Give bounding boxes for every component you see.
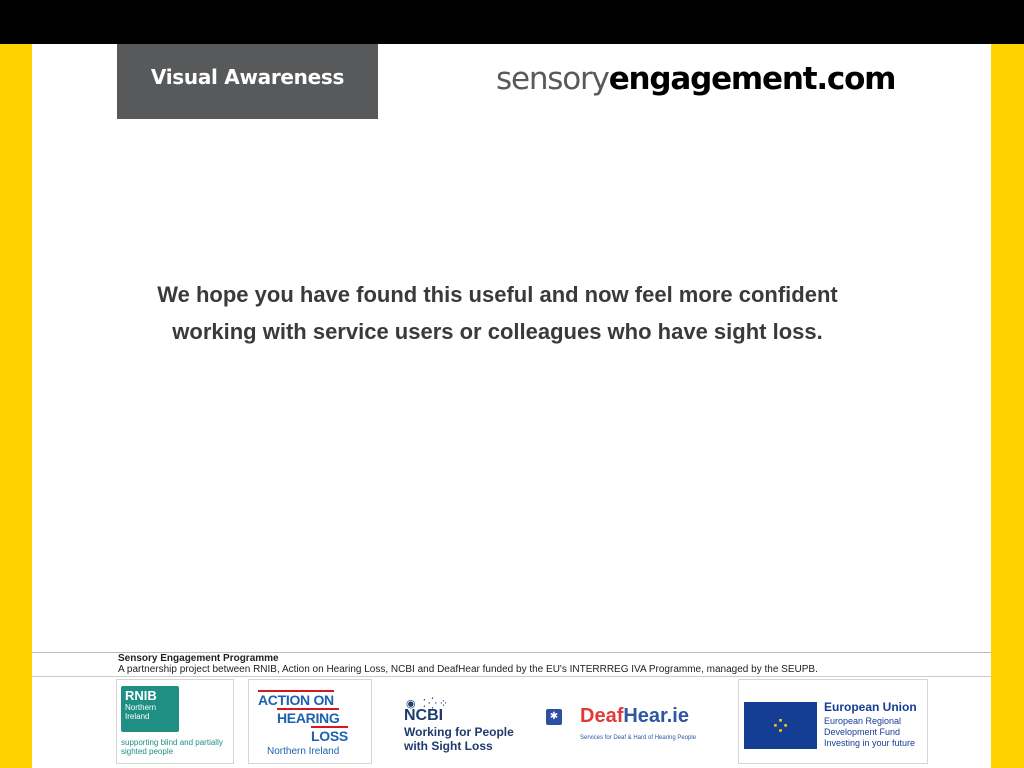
- rnib-badge: [121, 686, 179, 732]
- brand-logo-part2: engagement.com: [608, 61, 896, 97]
- ahl-region: Northern Ireland: [267, 746, 340, 757]
- ncbi-logo: [386, 679, 530, 764]
- ncbi-name: NCBI: [404, 707, 444, 724]
- closing-message: We hope you have found this useful and now feel more confident working with service users or colleagues who have sight loss.: [157, 282, 838, 344]
- deafhear-name: [580, 705, 689, 728]
- rnib-tagline: supporting blind and partially sighted people: [121, 738, 223, 756]
- footer-divider-lower: [32, 676, 991, 677]
- rnib-logo: [116, 679, 234, 764]
- brand-logo: [496, 56, 895, 102]
- ahl-line1: ACTION ON: [258, 692, 334, 708]
- rnib-region-line2: Ireland: [125, 712, 150, 721]
- eu-line1: European Regional: [824, 716, 902, 726]
- eu-line3: Investing in your future: [824, 738, 916, 748]
- programme-title: Sensory Engagement Programme: [118, 653, 279, 664]
- deafhear-name-part1: Deaf: [580, 705, 624, 727]
- ahl-line3: LOSS: [311, 728, 348, 744]
- eu-name: European Union: [824, 700, 917, 714]
- deafhear-logo: [540, 679, 730, 764]
- european-union-logo: [738, 679, 928, 764]
- deafhear-name-part2: Hear.ie: [623, 705, 689, 727]
- eu-flag-icon: ⁘: [744, 702, 817, 749]
- action-on-hearing-loss-logo: [248, 679, 372, 764]
- deafhear-icon: ✱: [546, 709, 562, 725]
- right-yellow-bar: [991, 44, 1024, 768]
- brand-logo-part1: sensory: [496, 61, 609, 97]
- ncbi-tagline-line1: Working for People: [404, 725, 514, 739]
- eye-icon: ◉ ⁚⁛⁘: [406, 698, 451, 710]
- slide-title-box: Visual Awareness: [117, 44, 378, 119]
- rnib-region-line1: Northern: [125, 703, 157, 712]
- ncbi-tagline-line2: with Sight Loss: [404, 739, 493, 753]
- deafhear-tagline: Services for Deaf & Hard of Hearing People: [580, 735, 697, 741]
- ahl-line2: HEARING: [277, 710, 340, 726]
- programme-subtitle: A partnership project between RNIB, Action on Hearing Loss, NCBI and DeafHear funded by the EU's INTERRREG IVA Programme, managed by the SEUPB.: [118, 664, 818, 675]
- top-bar: [0, 0, 1024, 44]
- eu-line2: Development Fund: [824, 727, 901, 737]
- left-yellow-bar: [0, 44, 32, 768]
- rnib-name: RNIB: [125, 688, 157, 703]
